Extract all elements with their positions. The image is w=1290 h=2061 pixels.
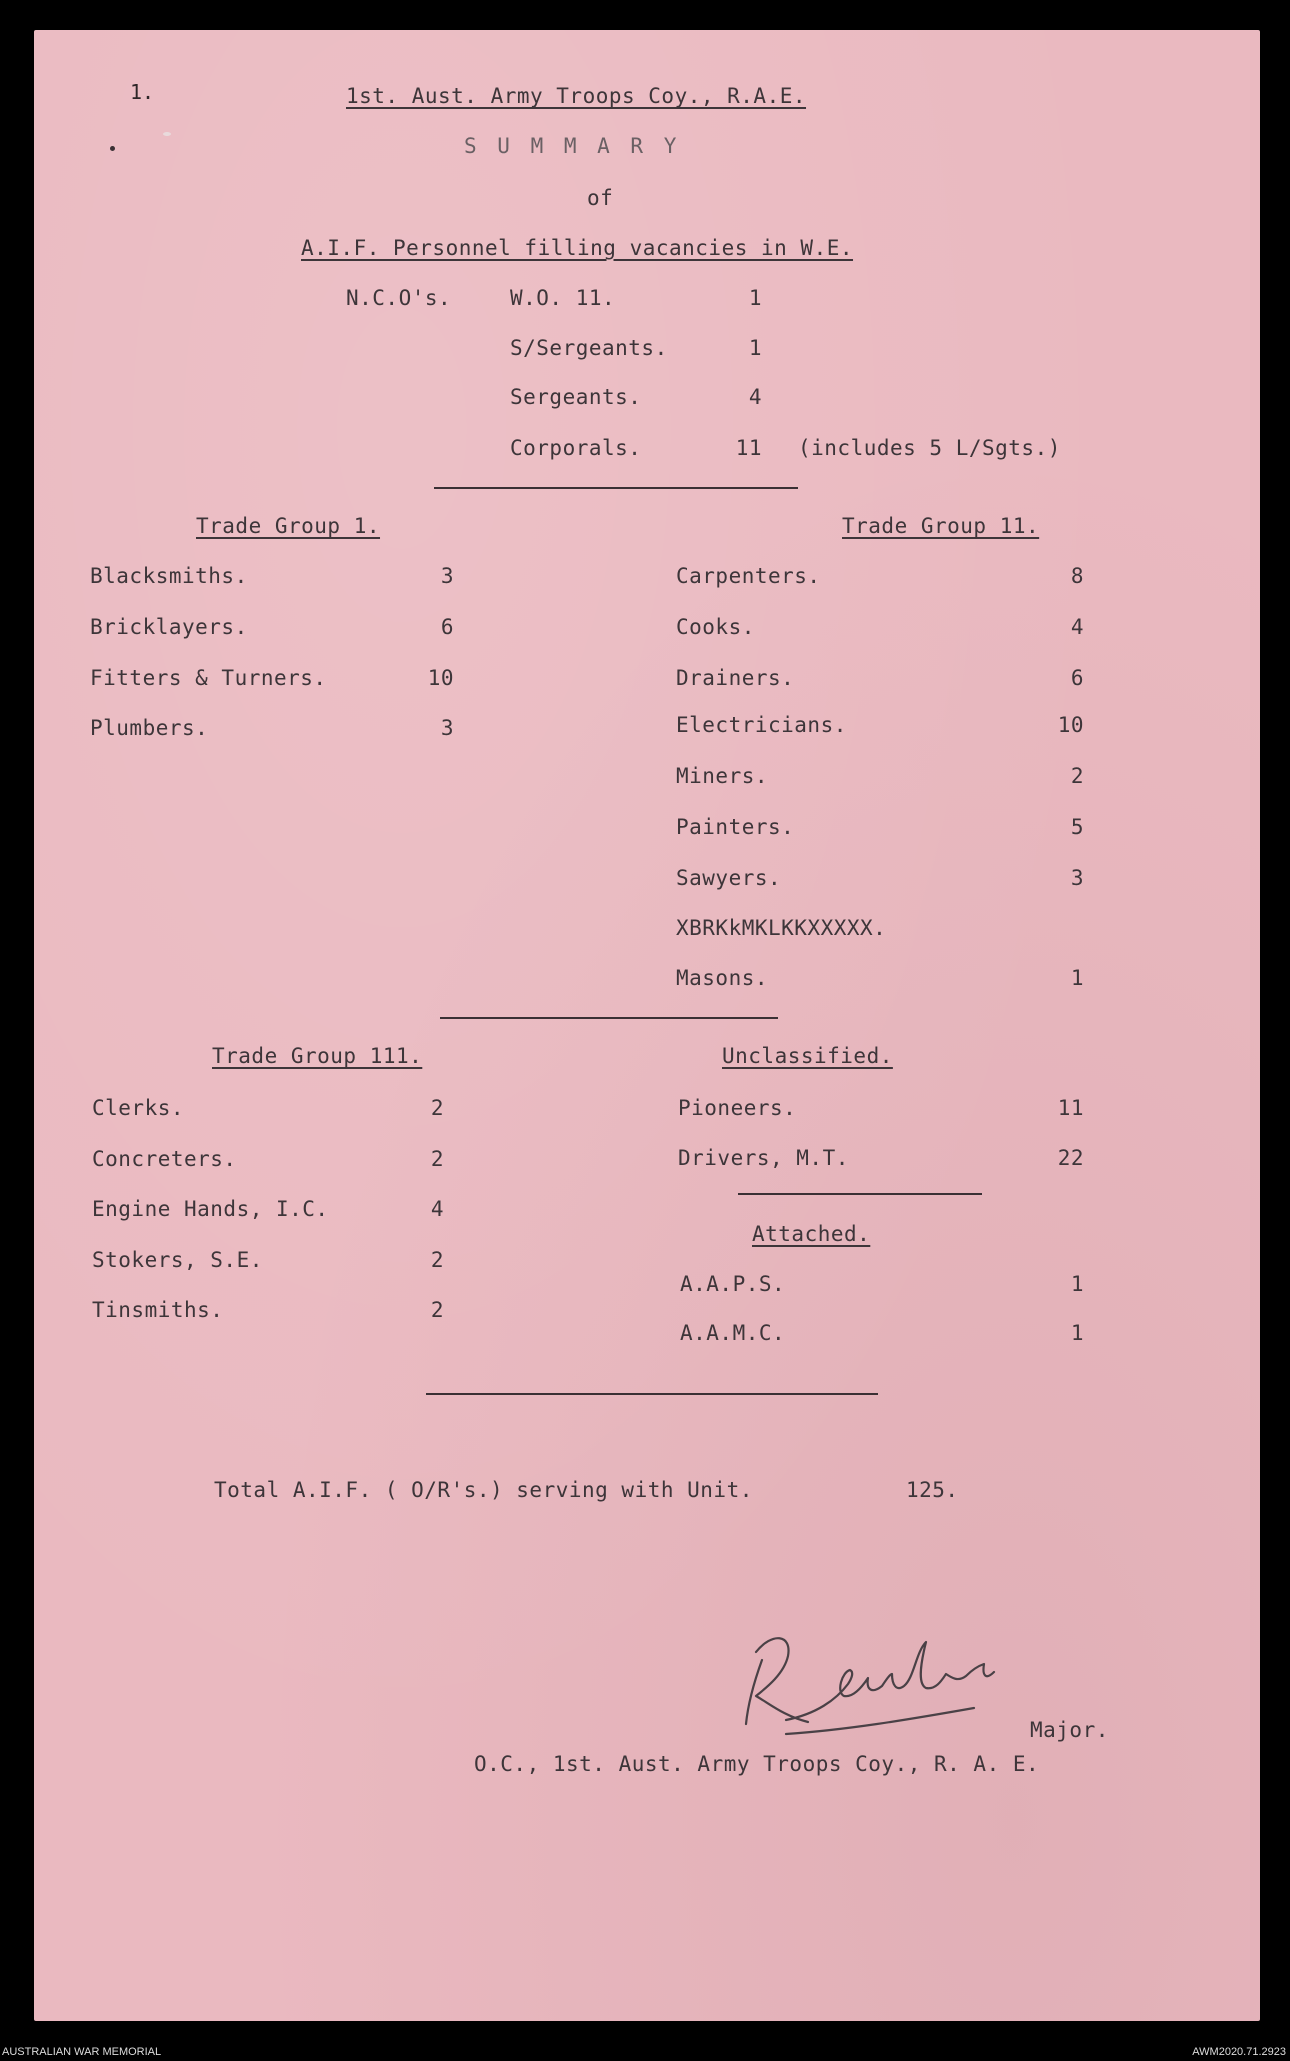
trade-name: Drainers. xyxy=(676,666,795,690)
divider xyxy=(426,1393,878,1395)
trade-count: 1 xyxy=(1070,1272,1084,1296)
trade-count: 6 xyxy=(1070,666,1084,690)
divider xyxy=(738,1193,982,1195)
signatory-rank: Major. xyxy=(1030,1718,1109,1742)
trade-name: Plumbers. xyxy=(90,716,209,740)
nco-count: 4 xyxy=(748,385,762,409)
unit-heading: 1st. Aust. Army Troops Coy., R.A.E. xyxy=(346,84,807,108)
trade-count: 10 xyxy=(427,666,454,690)
nco-rank: Corporals. xyxy=(510,436,642,460)
trade-name: Bricklayers. xyxy=(90,615,248,639)
divider xyxy=(440,1017,778,1019)
trade-count: 10 xyxy=(1057,713,1084,737)
trade-count: 5 xyxy=(1070,815,1084,839)
nco-label: N.C.O's. xyxy=(346,286,452,310)
trade-count: 22 xyxy=(1057,1146,1084,1170)
trade-name: Clerks. xyxy=(92,1096,185,1120)
nco-count: 1 xyxy=(748,286,762,310)
trade-count: 8 xyxy=(1070,564,1084,588)
trade-name: Miners. xyxy=(676,764,769,788)
trade-count: 2 xyxy=(430,1248,444,1272)
trade-name: Carpenters. xyxy=(676,564,821,588)
trade-name: Engine Hands, I.C. xyxy=(92,1197,329,1221)
trade-group-2-title: Trade Group 11. xyxy=(842,514,1040,538)
trade-name: Pioneers. xyxy=(678,1096,797,1120)
footer-accession: AWM2020.71.2923 xyxy=(1192,2046,1286,2058)
subject-heading: A.I.F. Personnel filling vacancies in W.E. xyxy=(301,236,854,260)
trade-count: 4 xyxy=(430,1197,444,1221)
trade-count: 3 xyxy=(440,564,454,588)
unclassified-title: Unclassified. xyxy=(722,1044,893,1068)
trade-count: 2 xyxy=(430,1147,444,1171)
struck-out-entry: XBRKkMKLKKXXXXX. xyxy=(676,916,887,940)
nco-count: 1 xyxy=(748,336,762,360)
trade-name: Painters. xyxy=(676,815,795,839)
trade-name: Masons. xyxy=(676,966,769,990)
trade-name: Drivers, M.T. xyxy=(678,1146,849,1170)
trade-name: Blacksmiths. xyxy=(90,564,248,588)
signatory-title: O.C., 1st. Aust. Army Troops Coy., R. A. E. xyxy=(474,1752,1040,1776)
ink-spot xyxy=(110,146,115,151)
divider xyxy=(434,487,798,489)
trade-count: 2 xyxy=(430,1298,444,1322)
trade-count: 3 xyxy=(440,716,454,740)
attached-title: Attached. xyxy=(752,1222,871,1246)
footer-bar xyxy=(0,2044,1290,2061)
trade-group-3-title: Trade Group 111. xyxy=(212,1044,423,1068)
trade-name: Cooks. xyxy=(676,615,755,639)
nco-note: (includes 5 L/Sgts.) xyxy=(798,436,1061,460)
footer-source: AUSTRALIAN WAR MEMORIAL xyxy=(2,2046,162,2058)
trade-count: 3 xyxy=(1070,866,1084,890)
trade-name: Stokers, S.E. xyxy=(92,1248,263,1272)
nco-rank: Sergeants. xyxy=(510,385,642,409)
total-value: 125. xyxy=(906,1478,959,1502)
nco-rank: W.O. 11. xyxy=(510,286,616,310)
trade-group-1-title: Trade Group 1. xyxy=(196,514,381,538)
trade-count: 11 xyxy=(1057,1096,1084,1120)
trade-count: 2 xyxy=(1070,764,1084,788)
of-heading: of xyxy=(587,186,614,210)
trade-name: A.A.M.C. xyxy=(680,1321,786,1345)
trade-name: A.A.P.S. xyxy=(680,1272,786,1296)
trade-name: Fitters & Turners. xyxy=(90,666,327,690)
trade-name: Sawyers. xyxy=(676,866,782,890)
trade-name: Electricians. xyxy=(676,713,847,737)
signature-mark xyxy=(726,1612,1006,1742)
summary-heading: S U M M A R Y xyxy=(464,134,681,158)
total-label: Total A.I.F. ( O/R's.) serving with Unit. xyxy=(214,1478,753,1502)
trade-count: 4 xyxy=(1070,615,1084,639)
trade-count: 1 xyxy=(1070,966,1084,990)
page-number-mark: 1. xyxy=(130,80,155,104)
nco-count: 11 xyxy=(735,436,762,460)
trade-name: Concreters. xyxy=(92,1147,237,1171)
paper-tear xyxy=(163,132,171,136)
trade-count: 6 xyxy=(440,615,454,639)
nco-rank: S/Sergeants. xyxy=(510,336,668,360)
trade-count: 1 xyxy=(1070,1321,1084,1345)
trade-count: 2 xyxy=(430,1096,444,1120)
trade-name: Tinsmiths. xyxy=(92,1298,224,1322)
